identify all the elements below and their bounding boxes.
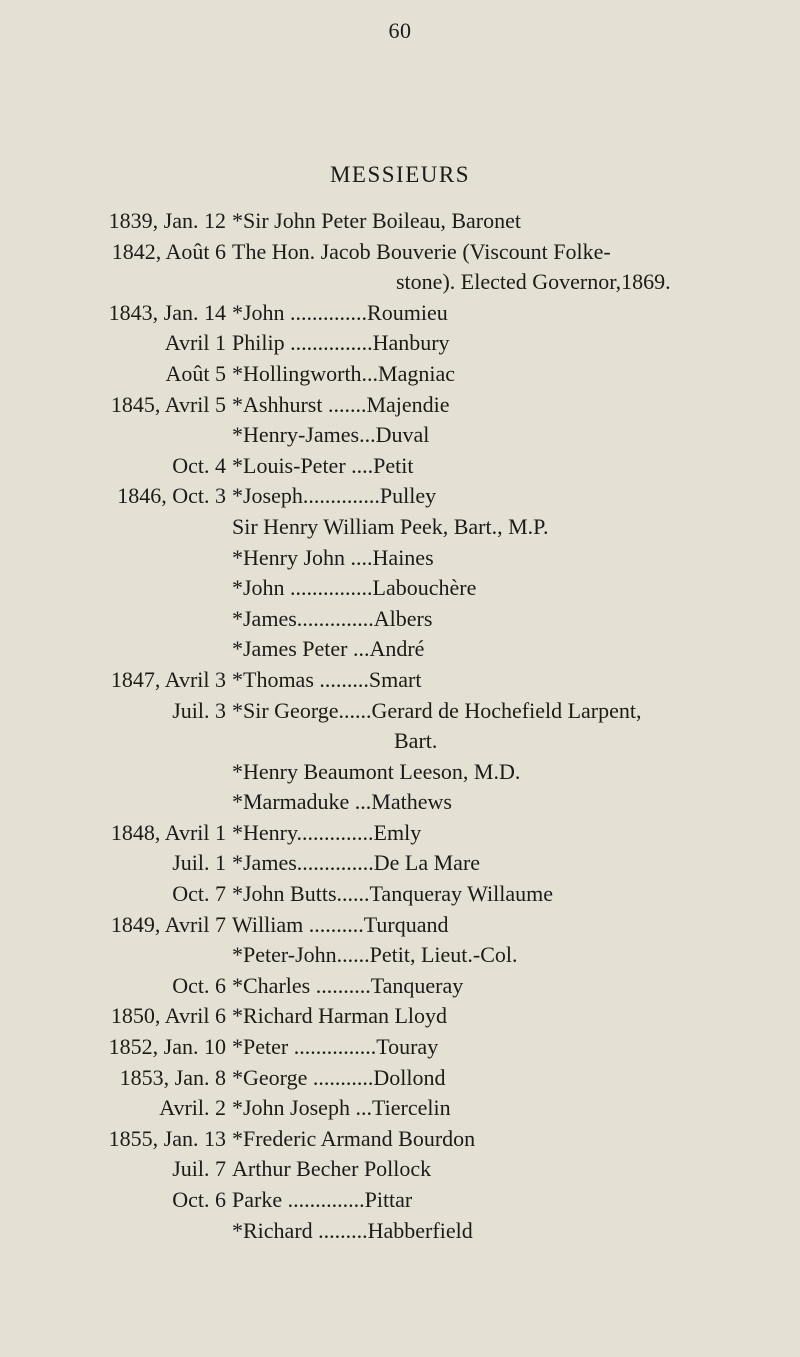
entry-date: 1842, Août 6 [111, 238, 226, 264]
entry-name: *Ashhurst .......Majendie [232, 391, 450, 417]
entry-name: *Henry..............Emly [232, 819, 422, 845]
entry-name: *Frederic Armand Bourdon [232, 1125, 476, 1151]
entry-date: 1843, Jan. 14 [108, 299, 226, 325]
entry-row [0, 879, 800, 910]
entry-name: *James Peter ...André [232, 636, 425, 662]
entry-row [0, 573, 800, 604]
entry-name: William ..........Turquand [232, 911, 449, 937]
entry-row [0, 512, 800, 543]
entry-row [0, 1216, 800, 1247]
entry-name: *Henry-James...Duval [232, 422, 430, 448]
entry-date: 1849, Avril 7 [110, 911, 226, 937]
entry-name: Parke ..............Pittar [232, 1187, 413, 1212]
entry-row [0, 1154, 800, 1185]
entry-row [0, 267, 800, 298]
entry-name: *Richard .........Habberfield [232, 1217, 473, 1243]
entry-name: *Sir George......Gerard de Hochefield Larpent, [232, 697, 642, 723]
entry-row [0, 604, 800, 635]
entry-date: Oct. 4 [172, 452, 226, 478]
entry-row [0, 1185, 800, 1216]
entry-date: Juil. 3 [172, 697, 226, 723]
entry-date: 1848, Avril 1 [110, 819, 226, 845]
entry-name: Sir Henry William Peek, Bart., M.P. [232, 513, 549, 539]
entry-name: *Henry Beaumont Leeson, M.D. [232, 758, 521, 784]
entry-date: Oct. 7 [172, 881, 226, 907]
entry-row [0, 237, 800, 268]
entry-row [0, 848, 800, 879]
entry-row [0, 451, 800, 482]
entry-name: *James..............De La Mare [232, 850, 481, 876]
entry-row [0, 818, 800, 849]
entry-date: Oct. 6 [172, 1187, 226, 1212]
entry-row [0, 328, 800, 359]
entry-row [0, 1063, 800, 1094]
entry-date: Juil. 1 [172, 850, 226, 876]
entry-row [0, 298, 800, 329]
entry-row [0, 390, 800, 421]
entry-date: Oct. 6 [172, 972, 226, 998]
entry-date: Avril 1 [164, 330, 226, 356]
entry-row [0, 359, 800, 390]
entry-date: 1855, Jan. 13 [108, 1125, 226, 1151]
entry-row [0, 726, 800, 757]
entry-name: *Sir John Peter Boileau, Baronet [232, 208, 522, 233]
entry-row [0, 971, 800, 1002]
entry-row [0, 696, 800, 727]
entry-name: The Hon. Jacob Bouverie (Viscount Folke- [232, 238, 611, 264]
entry-date: 1850, Avril 6 [110, 1003, 226, 1029]
entry-name: *Joseph..............Pulley [232, 483, 437, 509]
entry-row [0, 1001, 800, 1032]
entry-row [0, 1124, 800, 1155]
entry-name: *John Joseph ...Tiercelin [232, 1095, 451, 1121]
entry-name: *James..............Albers [232, 605, 433, 631]
entry-name: *John ..............Roumieu [232, 299, 448, 325]
entry-name: Philip ...............Hanbury [232, 330, 450, 356]
entry-row [0, 910, 800, 941]
entry-name-continuation: Bart. [394, 728, 438, 754]
entry-row [0, 206, 800, 237]
entry-name: *Marmaduke ...Mathews [232, 789, 452, 815]
entry-row [0, 1093, 800, 1124]
entry-date: Avril. 2 [159, 1095, 226, 1121]
entry-name: *Hollingworth...Magniac [232, 360, 456, 386]
entry-row [0, 420, 800, 451]
entry-name: *George ...........Dollond [232, 1064, 446, 1090]
entry-name: *Thomas .........Smart [232, 666, 422, 692]
entry-row [0, 481, 800, 512]
entry-date: Août 5 [165, 360, 226, 386]
entry-name: *Louis-Peter ....Petit [232, 452, 414, 478]
entry-name-continuation: stone). Elected Governor,1869. [396, 269, 671, 295]
entry-date: 1839, Jan. 12 [108, 208, 226, 233]
entry-date: 1853, Jan. 8 [119, 1064, 226, 1090]
entry-name: *Peter ...............Touray [232, 1034, 439, 1060]
entry-date: 1852, Jan. 10 [108, 1034, 226, 1060]
entry-row [0, 940, 800, 971]
entry-row [0, 787, 800, 818]
entry-date: Juil. 7 [172, 1156, 226, 1182]
entry-row [0, 757, 800, 788]
entry-date: 1846, Oct. 3 [117, 483, 226, 509]
entry-date: 1845, Avril 5 [110, 391, 226, 417]
entries-list [0, 206, 800, 1246]
entry-date: 1847, Avril 3 [110, 666, 226, 692]
entry-row [0, 1032, 800, 1063]
entry-name: Arthur Becher Pollock [232, 1156, 432, 1182]
entry-name: *Charles ..........Tanqueray [232, 972, 464, 998]
entry-row [0, 665, 800, 696]
entry-name: *Peter-John......Petit, Lieut.-Col. [232, 942, 518, 968]
entry-row [0, 543, 800, 574]
entry-name: *John Butts......Tanqueray Willaume [232, 881, 554, 907]
entry-row [0, 634, 800, 665]
page-heading: MESSIEURS [329, 162, 471, 187]
entry-name: *John ...............Labouchère [232, 575, 477, 601]
entry-name: *Henry John ....Haines [232, 544, 434, 570]
page-number: 60 [388, 18, 412, 43]
entry-name: *Richard Harman Lloyd [232, 1003, 448, 1029]
